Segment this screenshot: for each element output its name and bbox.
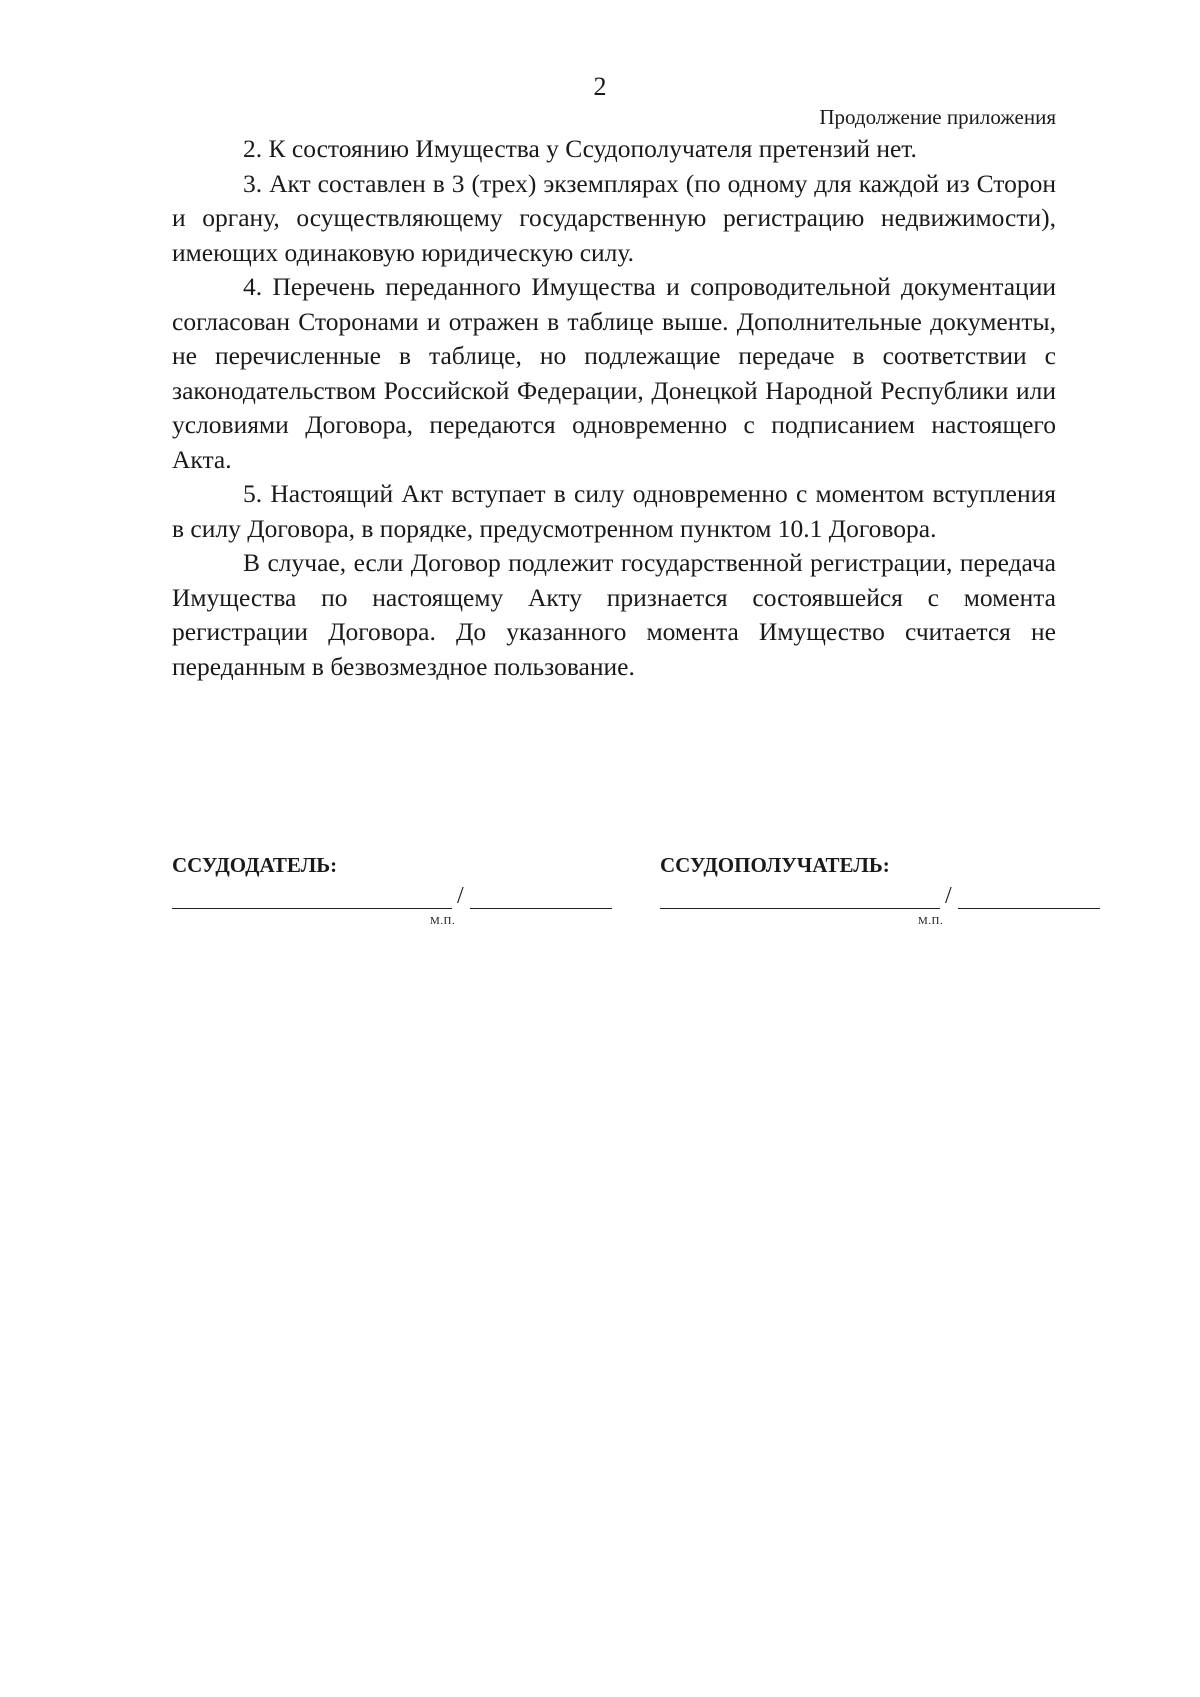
borrower-title: ССУДОПОЛУЧАТЕЛЬ: <box>660 853 890 877</box>
borrower-stamp-label: М.П. <box>918 915 944 927</box>
paragraph-2: 2. К состоянию Имущества у Ссудополучателя претензий нет. <box>243 134 917 163</box>
continuation-label: Продолжение приложения <box>819 105 1056 129</box>
paragraph-5: 5. Настоящий Акт вступает в силу одновременно с моментом вступления в силу Договора, в порядке, предусмотренном пунктом 10.1 Договора. <box>172 479 1056 543</box>
lender-title: ССУДОДАТЕЛЬ: <box>172 853 338 877</box>
body-text <box>172 132 1056 684</box>
borrower-slash: / <box>945 883 952 909</box>
lender-stamp-label: М.П. <box>430 915 456 927</box>
lender-name-line <box>470 908 612 909</box>
lender-slash: / <box>457 883 464 909</box>
page-number: 2 <box>593 72 607 101</box>
lender-signature-line <box>172 908 452 909</box>
borrower-signature-line <box>660 908 940 909</box>
paragraph-registration: В случае, если Договор подлежит государственной регистрации, передача Имущества по настоящему Акту признается состоявшейся с момента регистрации Договора. До указанного момента Имущество считается не переданным в безвозмездное пользование. <box>172 548 1056 681</box>
borrower-name-line <box>958 908 1100 909</box>
borrower-signature-block <box>660 852 1100 932</box>
paragraph-3: 3. Акт составлен в 3 (трех) экземплярах (по одному для каждой из Сторон и органу, осуществляющему государственную регистрацию недвижимости), имеющих одинаковую юридическую силу. <box>172 168 1056 267</box>
lender-signature-block <box>172 852 612 932</box>
paragraph-4: 4. Перечень переданного Имущества и сопроводительной документации согласован Сторонами и отражен в таблице выше. Дополнительные документы, не перечисленные в таблице, но подлежащие передаче в соответствии с законодательством Российской Федерации, Донецкой Народной Республики или условиями Договора, передаются одновременно с подписанием настоящего Акта. <box>172 272 1056 474</box>
signature-section <box>172 852 1102 932</box>
